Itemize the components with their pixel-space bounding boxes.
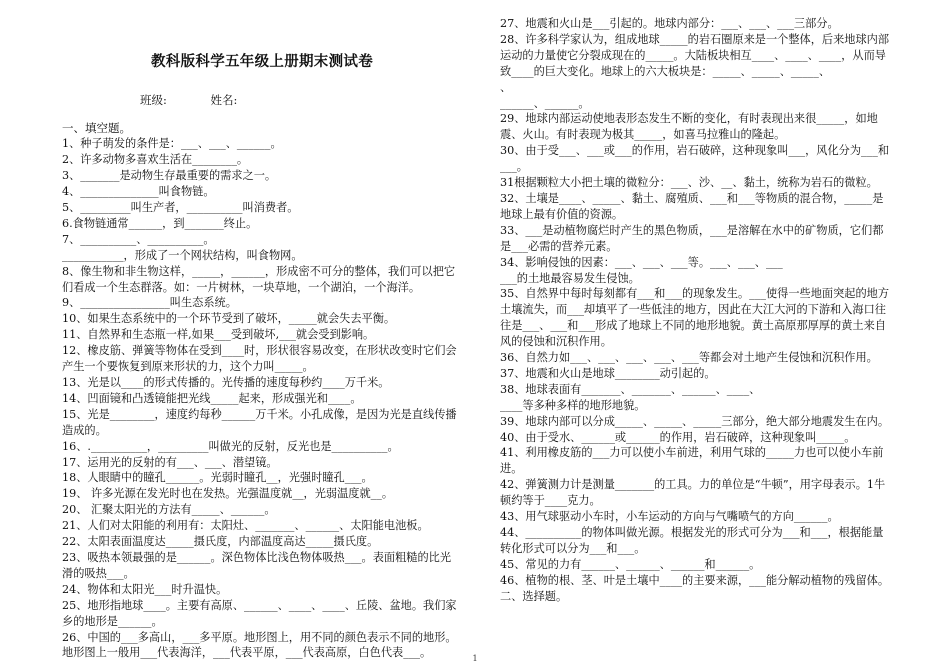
question-item: 36、自然力如___、___、___、___、___等都会对土地产生侵蚀和沉积作用。 (500, 351, 878, 365)
question-item: 、 (500, 80, 512, 94)
question-item: 8、像生物和非生物这样，_____，______，形成密不可分的整体，我们可以把它们看成一个生态群落。如：一片树林，一块草地，一个湖泊，一个海洋。 (62, 264, 456, 294)
section-fill-in-title: 一、填空题。 (62, 121, 131, 135)
page-number: 1 (472, 654, 478, 663)
question-item: 42、弹簧测力计是测量_______的工具。力的单位是“牛顿”，用字母表示。1牛顿约等于____克力。 (500, 478, 886, 508)
question-item: 25、地形指地球____。主要有高原、______、____、____、丘陵、盆地。我们家乡的地形是______。 (62, 598, 457, 628)
question-item: 39、地球内部可以分成_____、_____、_____三部分，绝大部分地震发生在内。 (500, 414, 890, 428)
question-item: 26、中国的___多高山，___多平原。地形图上，用不同的颜色表示不同的地形。地形图上一般用___代表海洋，___代表平原，___代表高原，白色代表___。 (62, 630, 457, 660)
question-item: 46、植物的根、茎、叶是土壤中____的主要来源，___能分解动植物的残留体。 (500, 573, 890, 587)
question-item: 9、________________叫生态系统。 (62, 296, 237, 310)
question-item: 19、 许多光源在发光时也在发热。光强温度就__，光弱温度就__。 (62, 487, 394, 501)
question-item: 6.食物链通常______，到_______终止。 (62, 216, 258, 230)
question-item: 28、许多科学家认为，组成地球_____的岩石圈原来是一个整体，后来地球内部运动的力量使它分裂成现在的_____。大陆板块相互____、____、____，从而导致____的巨大变化。地球上的六大板块是：_____、_____、_____、 (500, 32, 890, 78)
question-item: 13、光是以____的形式传播的。光传播的速度每秒约____万千米。 (62, 376, 390, 389)
question-item: 32、土壤是____、_____、黏土、腐殖质、___和___等物质的混合物，_____是地球上最有价值的资源。 (500, 191, 884, 221)
class-label: 班级: (140, 93, 167, 107)
question-item: 3、_______是动物生存最重要的需求之一。 (62, 169, 277, 183)
question-item: 1、种子萌发的条件是：___、___、______。 (62, 137, 282, 151)
question-item: 18、人眼睛中的瞳孔______。光弱时瞳孔__，光强时瞳孔___。 (62, 471, 373, 485)
question-item: 17、运用光的反射的有___、___、潜望镜。 (62, 455, 278, 469)
question-item: 33、___是动植物腐烂时产生的黑色物质，___是溶解在水中的矿物质，它们都是___必需的营养元素。 (500, 223, 884, 253)
question-item: 14、凹面镜和凸透镜能把光线_____起来，形成强光和____。 (62, 391, 362, 405)
question-item: 35、自然界中每时每刻都有___和___的现象发生。___使得一些地面突起的地方土壤流失，而___却填平了一些低洼的地方，因此在大江大河的下游和入海口往往是___、___和___形成了地球上不同的地形地貌。黄土高原那厚厚的黄土来自风的侵蚀和沉积作用。 (500, 287, 890, 349)
question-item: 22、太阳表面温度达_____摄氏度，内部温度高达_____摄氏度。 (62, 535, 379, 549)
question-item: 4、______________叫食物链。 (62, 185, 215, 199)
question-item: 24、物体和太阳光___时升温快。 (62, 582, 228, 596)
question-item: ____等多种多样的地形地貌。 (500, 398, 646, 412)
question-item: 30、由于受___、___或___的作用，岩石破碎，这种现象叫___，风化分为___和___。 (500, 144, 890, 174)
question-item: 29、地球内部运动使地表形态发生不断的变化，有时表现出来很_____，如地震、火山。有时表现为极其_____，如喜马拉雅山的隆起。 (500, 112, 878, 142)
question-item: 41、利用橡皮筋的___力可以使小车前进，利用气球的_____力也可以使小车前进。 (500, 446, 884, 476)
question-item: 31根据颗粒大小把土壤的微粒分：___、沙、__、黏土，统称为岩石的微粒。 (500, 176, 878, 190)
question-item: 37、地震和火山是地球________动引起的。 (500, 366, 716, 380)
question-item: 2、许多动物多喜欢生活在________。 (62, 153, 249, 167)
question-item: 44、__________的物体叫做光源。根据发光的形式可分为___和___，根据能量转化形式可以分为___和___。 (500, 526, 884, 555)
left-column (62, 120, 462, 661)
question-item: 27、地震和火山是___引起的。地球内部分：___、___、___三部分。 (500, 17, 839, 30)
question-item: 21、人们对太阳能的利用有：太阳灶、_______、______、太阳能电池板。 (62, 519, 429, 533)
question-item: 16、.__________，_________叫做光的反射，反光也是__________。 (62, 439, 399, 453)
question-item: ______、______。 (500, 96, 590, 110)
question-item: 二、选择题。 (500, 589, 568, 603)
question-item: 40、由于受水、______或______的作用，岩石破碎，这种现象叫_____。 (500, 430, 856, 444)
left-question-list (62, 136, 462, 661)
question-item: 5、_________叫生产者，__________叫消费者。 (62, 201, 299, 215)
question-item: 45、常见的力有______、______、______和______。 (500, 557, 761, 571)
question-item: 34、影响侵蚀的因素：___、___、___等。___、___、___ (500, 255, 783, 269)
question-item: 38、地球表面有_______、_______、______、____、 (500, 382, 761, 396)
question-item: 23、吸热本领最强的是______。深色物体比浅色物体吸热___。表面粗糙的比光滑的吸热___。 (62, 550, 452, 580)
question-item: 7、__________、__________。 (62, 232, 215, 246)
question-item: ___的土地最容易发生侵蚀。 (500, 271, 640, 285)
right-question-list (500, 16, 892, 605)
question-item: 10、如果生态系统中的一个环节受到了破坏，_____就会失去平衡。 (62, 312, 396, 326)
right-column (500, 16, 892, 605)
question-item: ___________，形成了一个网状结构，叫食物网。 (62, 248, 303, 262)
question-item: 12、橡皮筋、弹簧等物体在受到____时，形状很容易改变，在形状改变时它们会产生一个要恢复到原来形状的力，这个力叫_____。 (62, 344, 457, 374)
question-item: 15、光是________，速度约每秒______万千米。小孔成像，是因为光是直线传播造成的。 (62, 407, 457, 437)
question-item: 20、 汇聚太阳光的方法有_____、______。 (62, 503, 276, 517)
question-item: 43、用气球驱动小车时，小车运动的方向与气嘴喷气的方向______。 (500, 510, 839, 524)
name-label: 姓名: (210, 93, 238, 107)
student-info-line (140, 92, 277, 108)
exam-title: 教科版科学五年级上册期末测试卷 (151, 53, 373, 70)
question-item: 11、自然界和生态瓶一样,如果___受到破坏,___就会受到影响。 (62, 328, 375, 342)
